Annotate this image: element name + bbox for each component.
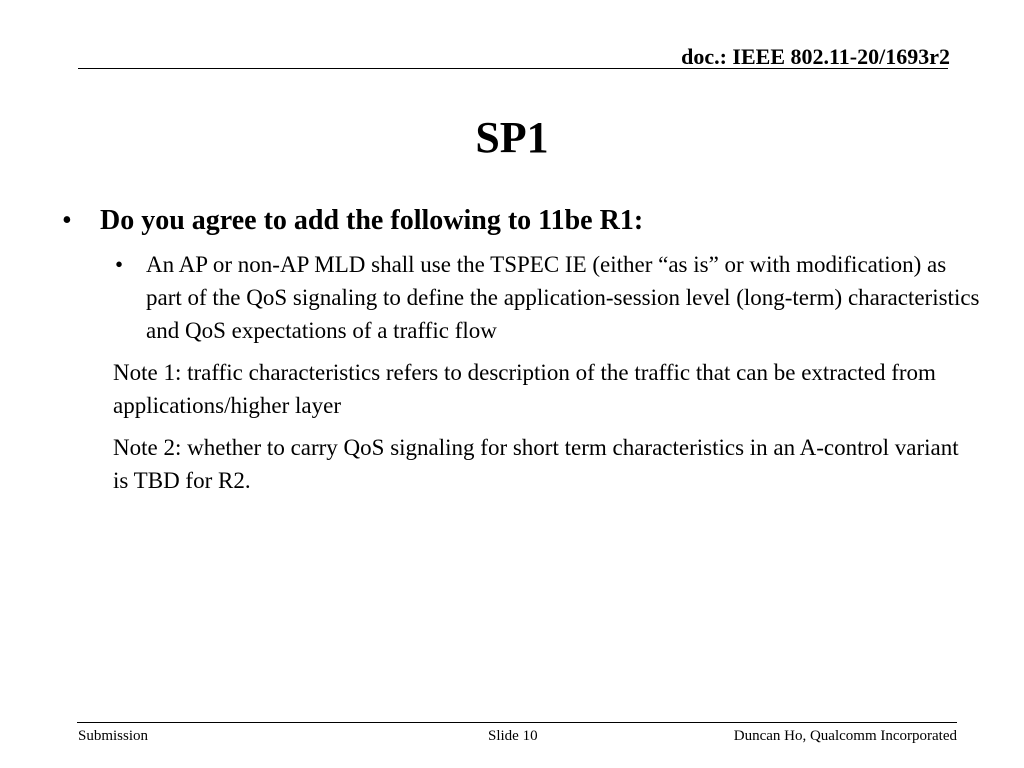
footer-author: Duncan Ho, Qualcomm Incorporated xyxy=(733,728,957,744)
header-rule xyxy=(78,68,948,69)
sub-bullet-text: An AP or non-AP MLD shall use the TSPEC IE (either “as is” or with modification) as part of the QoS signaling to define the application-session level (long-term) characteristics and QoS expectations of a traffic flow xyxy=(146,252,980,343)
footer-submission: Submission xyxy=(78,728,149,744)
bullet-dot: • xyxy=(62,205,72,236)
question-text: Do you agree to add the following to 11be R1: xyxy=(100,205,644,236)
note-2: Note 2: whether to carry QoS signaling for short term characteristics in an A-control variant is TBD for R2. xyxy=(113,435,959,493)
footer-slide-number: Slide 10 xyxy=(488,728,538,744)
note-1: Note 1: traffic characteristics refers to description of the traffic that can be extracted from applications/higher layer xyxy=(113,360,936,418)
question-bullet xyxy=(60,200,990,242)
doc-id-header: doc.: IEEE 802.11-20/1693r2 xyxy=(681,44,950,69)
sub-bullet xyxy=(115,248,986,347)
bullet-dot: • xyxy=(115,252,124,277)
slide-title: SP1 xyxy=(475,113,549,162)
footer-rule xyxy=(77,722,957,723)
slide-body xyxy=(60,200,990,497)
